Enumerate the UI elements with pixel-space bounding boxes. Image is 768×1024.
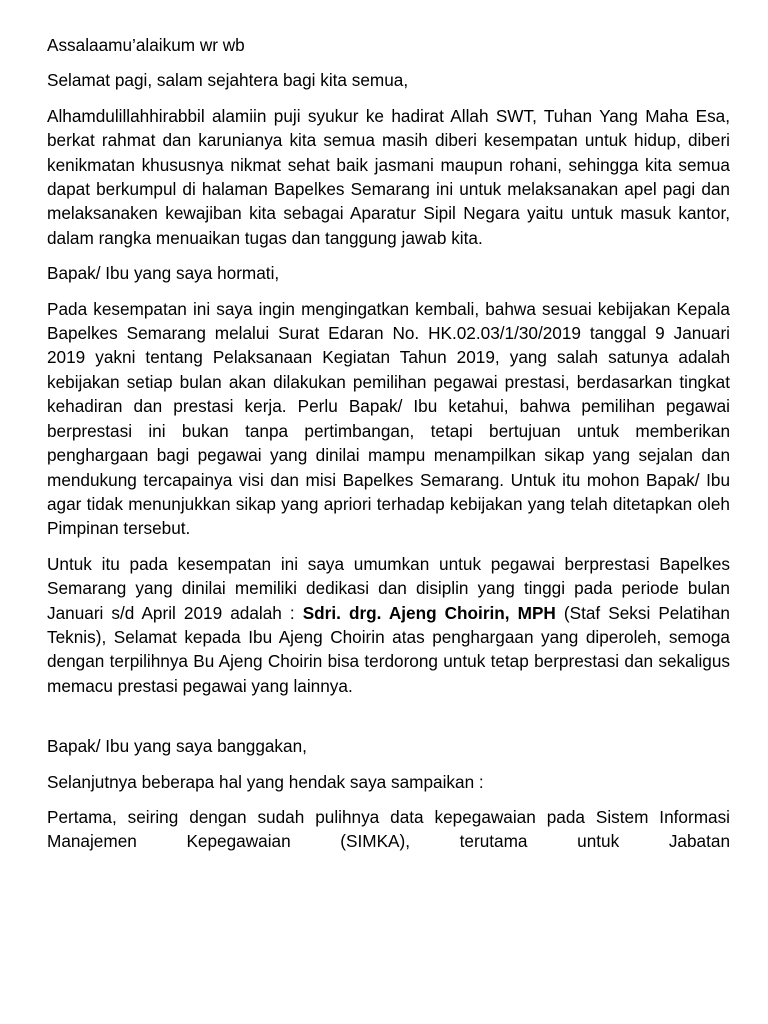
award-paragraph: [47, 552, 730, 698]
address-line-proud: Bapak/ Ibu yang saya banggakan,: [47, 736, 307, 757]
address-line-respected: Bapak/ Ibu yang saya hormati,: [47, 263, 280, 284]
award-lead-text: Untuk itu pada kesempatan ini saya umumkan untuk pegawai berprestasi Bapelkes Semarang yang dinilai memiliki dedikasi dan disiplin yang tinggi pada periode bulan Januari s/d April 2019 adalah :: [47, 553, 730, 623]
document-body: [47, 33, 730, 865]
first-point-paragraph: Pertama, seiring dengan sudah pulihnya data kepegawaian pada Sistem Informasi Manajemen Kepegawaian (SIMKA), terutama untuk Jabatan: [47, 806, 730, 852]
opening-paragraph: Alhamdulillahhirabbil alamiin puji syukur ke hadirat Allah SWT, Tuhan Yang Maha Esa, berkat rahmat dan karunianya kita semua masih diberi kesempatan untuk hidup, diberi kenikmatan khususnya nikmat sehat baik jasmani maupun rohani, sehingga kita semua dapat berkumpul di halaman Bapelkes Semarang ini untuk melaksanakan apel pagi dan melaksanaken kewajiban kita sebagai Aparatur Sipil Negara yaitu untuk masuk kantor, dalam rangka menuaikan tugas dan tanggung jawab kita.: [47, 105, 730, 248]
policy-paragraph: Pada kesempatan ini saya ingin mengingatkan kembali, bahwa sesuai kebijakan Kepala Bapelkes Semarang melalui Surat Edaran No. HK.02.03/1/30/2019 tanggal 9 Januari 2019 yakni tentang Pelaksanaan Kegiatan Tahun 2019, yang salah satunya adalah kebijakan setiap bulan akan dilakukan pemilihan pegawai prestasi, berdasarkan tingkat kehadiran dan prestasi kerja. Perlu Bapak/ Ibu ketahui, bahwa pemilihan pegawai berprestasi ini bukan tanpa pertimbangan, tetapi bertujuan untuk memberikan penghargaan bagi pegawai yang dinilai mampu menampilkan sikap yang sejalan dan mendukung tercapainya visi dan misi Bapelkes Semarang. Untuk itu mohon Bapak/ Ibu agar tidak menunjukkan sikap yang apriori terhadap kebijakan yang telah ditetapkan oleh Pimpinan tersebut.: [47, 298, 730, 539]
salutation-line: Selamat pagi, salam sejahtera bagi kita semua,: [47, 70, 409, 91]
transition-line: Selanjutnya beberapa hal yang hendak saya sampaikan :: [47, 771, 484, 792]
awardee-name: Sdri. drg. Ajeng Choirin, MPH: [302, 602, 556, 623]
award-rest-text: (Staf Seksi Pelatihan Teknis), Selamat kepada Ibu Ajeng Choirin atas penghargaan yang diperoleh, semoga dengan terpilihnya Bu Ajeng Choirin bisa terdorong untuk tetap berprestasi dan sekaligus memacu prestasi pegawai yang lainnya.: [47, 602, 730, 696]
greeting-line: Assalaamu’alaikum wr wb: [47, 35, 245, 55]
